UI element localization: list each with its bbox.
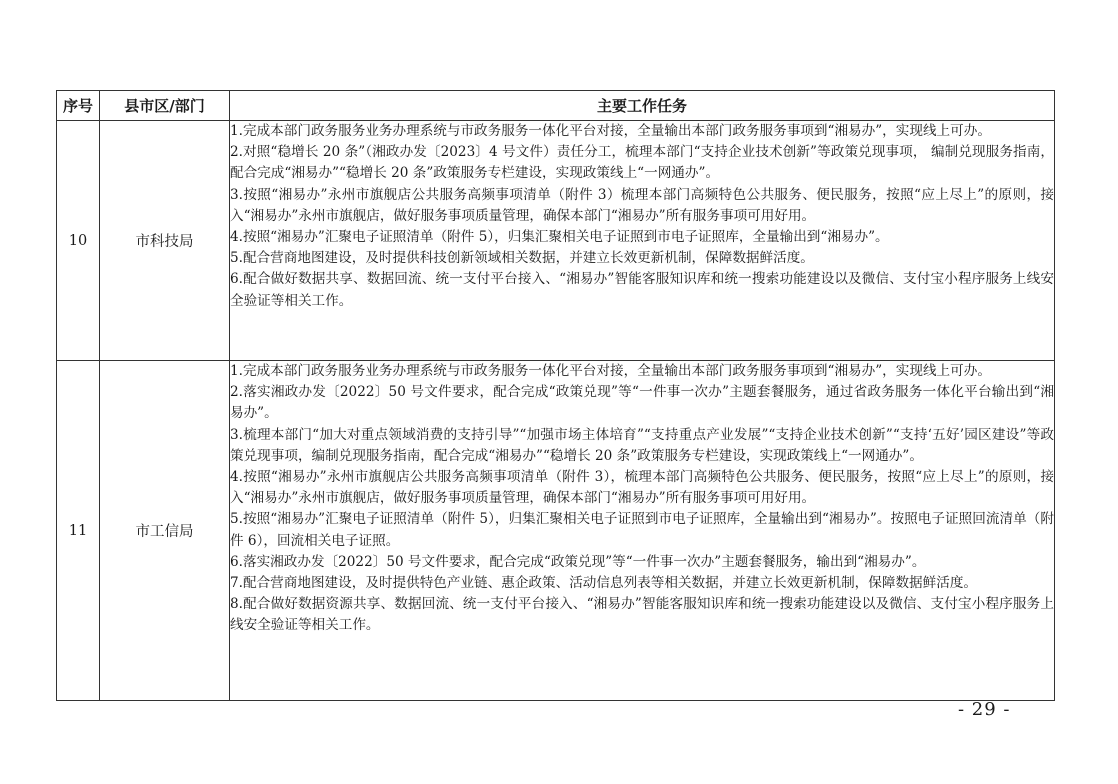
task-item: 3.梳理本部门“加大对重点领域消费的支持引导”“加强市场主体培育”“支持重点产业发展”“支持企业技术创新”“支持‘五好’园区建设”等政策兑现事项，编制兑现服务指南，配合完成“湘易办”“稳增长 20 条”政策服务专栏建设，实现政策线上“一网通办”。	[230, 426, 1054, 464]
task-item: 8.配合做好数据资源共享、数据回流、统一支付平台接入、“湘易办”智能客服知识库和统一搜索功能建设以及微信、支付宝小程序服务上线安全验证等相关工作。	[230, 596, 1054, 634]
task-item: 1.完成本部门政务服务业务办理系统与市政务服务一体化平台对接，全量输出本部门政务服务事项到“湘易办”，实现线上可办。	[230, 363, 991, 379]
task-item: 2.落实湘政办发〔2022〕50 号文件要求，配合完成“政策兑现”等“一件事一次办”主题套餐服务，通过省政务服务一体化平台输出到“湘易办”。	[230, 384, 1054, 422]
header-tasks: 主要工作任务	[230, 91, 1055, 121]
task-item: 4.按照“湘易办”汇聚电子证照清单（附件 5），归集汇聚相关电子证照到市电子证照库，全量输出到“湘易办”。	[230, 229, 889, 246]
row-tasks	[230, 361, 1055, 701]
task-item: 5.配合营商地图建设，及时提供科技创新领域相关数据，并建立长效更新机制，保障数据鲜活度。	[230, 250, 814, 267]
row-department: 市工信局	[100, 361, 230, 701]
row-tasks	[230, 121, 1055, 361]
task-item: 5.按照“湘易办”汇聚电子证照清单（附件 5），归集汇聚相关电子证照到市电子证照库，全量输出到“湘易办”。按照电子证照回流清单（附件 6），回流相关电子证照。	[230, 511, 1054, 549]
table-row	[57, 121, 1055, 361]
row-department: 市科技局	[100, 121, 230, 361]
header-department: 县市区/部门	[100, 91, 230, 121]
task-item: 6.配合做好数据共享、数据回流、统一支付平台接入、“湘易办”智能客服知识库和统一搜索功能建设以及微信、支付宝小程序服务上线安全验证等相关工作。	[230, 271, 1054, 309]
task-table	[56, 90, 1055, 701]
task-item: 7.配合营商地图建设，及时提供特色产业链、惠企政策、活动信息列表等相关数据，并建立长效更新机制，保障数据鲜活度。	[230, 575, 978, 592]
task-item: 3.按照“湘易办”永州市旗舰店公共服务高频事项清单（附件 3）梳理本部门高频特色公共服务、便民服务，按照“应上尽上”的原则，接入“湘易办”永州市旗舰店，做好服务事项质量管理，确保本部门“湘易办”所有服务事项可用好用。	[230, 186, 1054, 224]
row-index: 10	[57, 121, 100, 361]
row-index: 11	[57, 361, 100, 701]
task-item: 6.落实湘政办发〔2022〕50 号文件要求，配合完成“政策兑现”等“一件事一次办”主题套餐服务，输出到“湘易办”。	[230, 553, 926, 570]
task-item: 2.对照“稳增长 20 条”（湘政办发〔2023〕4 号文件）责任分工，梳理本部门“支持企业技术创新”等政策兑现事项， 编制兑现服务指南，配合完成“湘易办”“稳增长 20 条”政策服务专栏建设，实现政策线上“一网通办”。	[230, 144, 1054, 182]
page-number: - 29 -	[958, 699, 1011, 720]
table-row	[57, 361, 1055, 701]
task-item: 1.完成本部门政务服务业务办理系统与市政务服务一体化平台对接，全量输出本部门政务服务事项到“湘易办”，实现线上可办。	[230, 123, 991, 139]
header-index: 序号	[57, 91, 100, 121]
task-item: 4.按照“湘易办”永州市旗舰店公共服务高频事项清单（附件 3），梳理本部门高频特色公共服务、便民服务，按照“应上尽上”的原则，接入“湘易办”永州市旗舰店，做好服务事项质量管理，确保本部门“湘易办”所有服务事项可用好用。	[230, 469, 1054, 507]
table-header-row	[57, 91, 1055, 121]
